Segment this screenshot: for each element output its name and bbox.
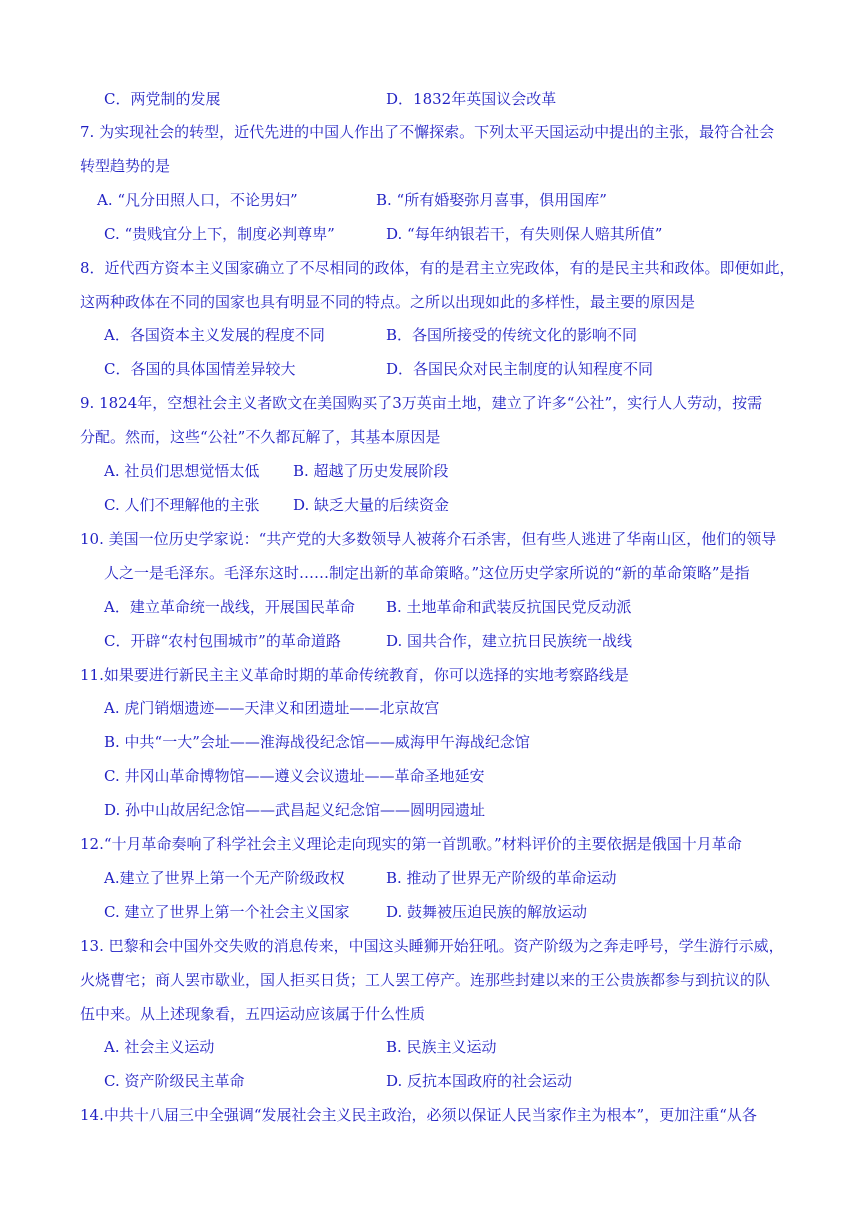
q13-option-a: A. 社会主义运动 xyxy=(104,1038,215,1056)
q8-option-a: A．各国资本主义发展的程度不同 xyxy=(104,326,325,344)
q13-option-d: D. 反抗本国政府的社会运动 xyxy=(386,1072,573,1090)
q14-stem-line1: 14.中共十八届三中全强调“发展社会主义民主政治，必须以保证人民当家作主为根本”，更加注重“从各 xyxy=(80,1106,757,1124)
q9-stem-line2: 分配。然而，这些“公社”不久都瓦解了，其基本原因是 xyxy=(80,428,441,446)
q6-option-c: C．两党制的发展 xyxy=(104,90,221,108)
q8-option-d: D．各国民众对民主制度的认知程度不同 xyxy=(386,360,654,378)
q7-option-c: C. “贵贱宜分上下，制度必判尊卑” xyxy=(104,225,335,243)
q10-stem-line1: 10. 美国一位历史学家说：“共产党的大多数领导人被蒋介石杀害，但有些人逃进了华南山区，他们的领导 xyxy=(80,530,777,548)
q9-option-d: D. 缺乏大量的后续资金 xyxy=(293,496,450,514)
q10-option-b: B. 土地革命和武装反抗国民党反动派 xyxy=(386,598,632,616)
q7-option-d: D. “每年纳银若干，有失则保人赔其所值” xyxy=(386,225,663,243)
q9-option-c: C. 人们不理解他的主张 xyxy=(104,496,260,514)
q13-option-c: C. 资产阶级民主革命 xyxy=(104,1072,245,1090)
q11-option-a: A. 虎门销烟遗迹——天津义和团遗址——北京故宫 xyxy=(104,699,440,717)
q11-option-d: D. 孙中山故居纪念馆——武昌起义纪念馆——圆明园遗址 xyxy=(104,801,486,819)
q9-option-b: B. 超越了历史发展阶段 xyxy=(293,462,449,480)
q12-stem-line1: 12.“十月革命奏响了科学社会主义理论走向现实的第一首凯歌。”材料评价的主要依据是俄国十月革命 xyxy=(80,835,742,853)
q9-stem-line1: 9. 1824年，空想社会主义者欧文在美国购买了3万英亩土地，建立了许多“公社”，实行人人劳动，按需 xyxy=(80,394,763,412)
q10-option-c: C．开辟“农村包围城市”的革命道路 xyxy=(104,632,341,650)
q12-option-a: A.建立了世界上第一个无产阶级政权 xyxy=(104,869,345,887)
q13-stem-line1: 13. 巴黎和会中国外交失败的消息传来，中国这头睡狮开始狂吼。资产阶级为之奔走呼号，学生游行示威， xyxy=(80,937,784,955)
q13-stem-line3: 伍中来。从上述现象看，五四运动应该属于什么性质 xyxy=(80,1005,426,1023)
q10-option-d: D. 国共合作，建立抗日民族统一战线 xyxy=(386,632,633,650)
q7-stem-line2: 转型趋势的是 xyxy=(80,157,171,175)
q7-option-a: A. “凡分田照人口，不论男妇” xyxy=(97,191,298,209)
q8-stem-line2: 这两种政体在不同的国家也具有明显不同的特点。之所以出现如此的多样性，最主要的原因是 xyxy=(80,293,696,311)
q8-option-c: C．各国的具体国情差异较大 xyxy=(104,360,296,378)
q9-option-a: A. 社员们思想觉悟太低 xyxy=(104,462,260,480)
q10-option-a: A．建立革命统一战线，开展国民革命 xyxy=(104,598,355,616)
q12-option-c: C. 建立了世界上第一个社会主义国家 xyxy=(104,903,350,921)
q8-option-b: B．各国所接受的传统文化的影响不同 xyxy=(386,326,638,344)
q7-option-b: B. “所有婚娶弥月喜事，俱用国库” xyxy=(376,191,607,209)
q11-option-c: C. 井冈山革命博物馆——遵义会议遗址——革命圣地延安 xyxy=(104,767,485,785)
q13-option-b: B. 民族主义运动 xyxy=(386,1038,497,1056)
q12-option-d: D. 鼓舞被压迫民族的解放运动 xyxy=(386,903,588,921)
q11-option-b: B. 中共“一大”会址——淮海战役纪念馆——威海甲午海战纪念馆 xyxy=(104,733,530,751)
q13-stem-line2: 火烧曹宅；商人罢市歇业，国人拒买日货；工人罢工停产。连那些封建以来的王公贵族都参与到抗议的队 xyxy=(80,971,771,989)
q12-option-b: B. 推动了世界无产阶级的革命运动 xyxy=(386,869,617,887)
q8-stem-line1: 8．近代西方资本主义国家确立了不尽相同的政体，有的是君主立宪政体，有的是民主共和政体。即便如此， xyxy=(80,259,795,277)
q6-option-d: D．1832年英国议会改革 xyxy=(386,90,557,108)
q10-stem-line2: 人之一是毛泽东。毛泽东这时……制定出新的革命策略。”这位历史学家所说的“新的革命策略”是指 xyxy=(104,564,750,582)
q11-stem-line1: 11.如果要进行新民主主义革命时期的革命传统教育，你可以选择的实地考察路线是 xyxy=(80,666,629,684)
q7-stem-line1: 7. 为实现社会的转型，近代先进的中国人作出了不懈探索。下列太平天国运动中提出的主张，最符合社会 xyxy=(80,123,775,141)
